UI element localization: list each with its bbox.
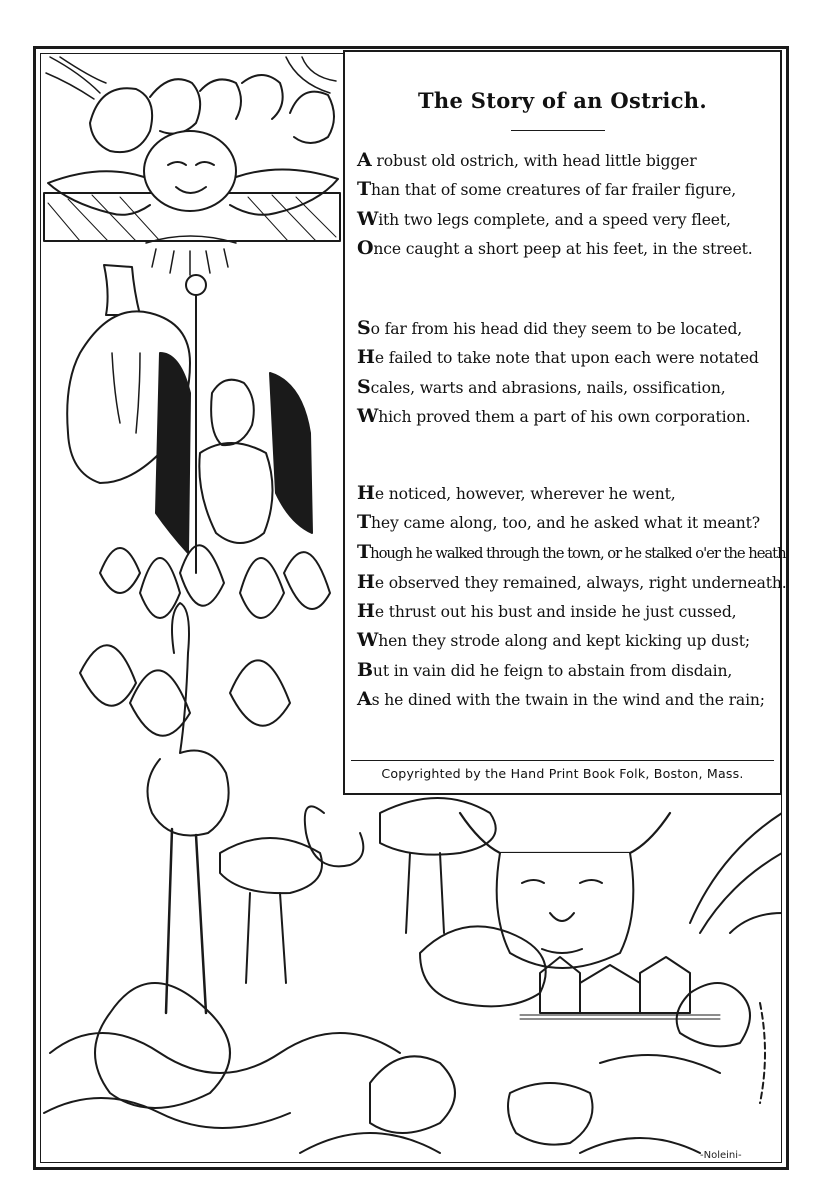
- poem-line: He failed to take note that upon each were notated: [357, 346, 759, 369]
- upside-down-face: [508, 1083, 593, 1145]
- foliage: [100, 545, 330, 618]
- poem-line: So far from his head did they seem to be located,: [357, 317, 743, 339]
- bird-head: [690, 813, 782, 933]
- stanza-1: [357, 146, 777, 263]
- hand: [370, 1056, 455, 1133]
- dancing-figure: [211, 380, 254, 446]
- poem-line: He observed they remained, always, right underneath.: [357, 570, 787, 593]
- lantern-icon: [186, 275, 206, 295]
- poem-line: They came along, too, and he asked what it meant?: [357, 511, 760, 534]
- poem-panel: [343, 50, 787, 795]
- poem-line: When they strode along and kept kicking up dust;: [357, 629, 750, 652]
- stanza-2: [357, 314, 777, 431]
- poem-line: Once caught a short peep at his feet, in the street.: [357, 236, 753, 259]
- poem-line: A robust old ostrich, with head little bigger: [357, 149, 697, 171]
- crowd-faces: [90, 88, 152, 152]
- dark-curtain: [270, 373, 312, 533]
- poem-line: As he dined with the twain in the wind and the rain;: [357, 688, 765, 711]
- copyright-rule: [351, 760, 774, 761]
- sun-rays-icon: [286, 57, 336, 93]
- dark-curtain: [156, 353, 190, 553]
- poem-line: But in vain did he feign to abstain from disdain,: [357, 658, 733, 681]
- horned-face: [460, 813, 670, 853]
- chain: [760, 1003, 765, 1103]
- poem-line: Scales, warts and abrasions, nails, ossification,: [357, 375, 726, 398]
- poem-title: The Story of an Ostrich.: [418, 88, 707, 113]
- flamingo: [305, 806, 364, 866]
- copyright-notice: Copyrighted by the Hand Print Book Folk, Boston, Mass.: [381, 766, 744, 781]
- ground-swirls: [44, 1033, 720, 1153]
- artist-signature: -Noleini-: [700, 1150, 742, 1161]
- hatted-figure: [104, 265, 140, 315]
- poem-line: With two legs complete, and a speed very fleet,: [357, 207, 731, 230]
- poem-line: Which proved them a part of his own corporation.: [357, 404, 751, 427]
- poem-line: He noticed, however, wherever he went,: [357, 482, 676, 504]
- sun-rays-icon: [46, 57, 106, 99]
- stanza-3: [357, 479, 787, 714]
- winged-mask: [144, 131, 236, 211]
- poem-line: He thrust out his bust and inside he just cussed,: [357, 600, 737, 623]
- poem-line: Though he walked through the town, or he stalked o'er the heath: [357, 540, 786, 563]
- poem-line: Than that of some creatures of far frailer figure,: [357, 178, 737, 201]
- ostrich: [148, 603, 229, 836]
- title-underline: [511, 130, 605, 131]
